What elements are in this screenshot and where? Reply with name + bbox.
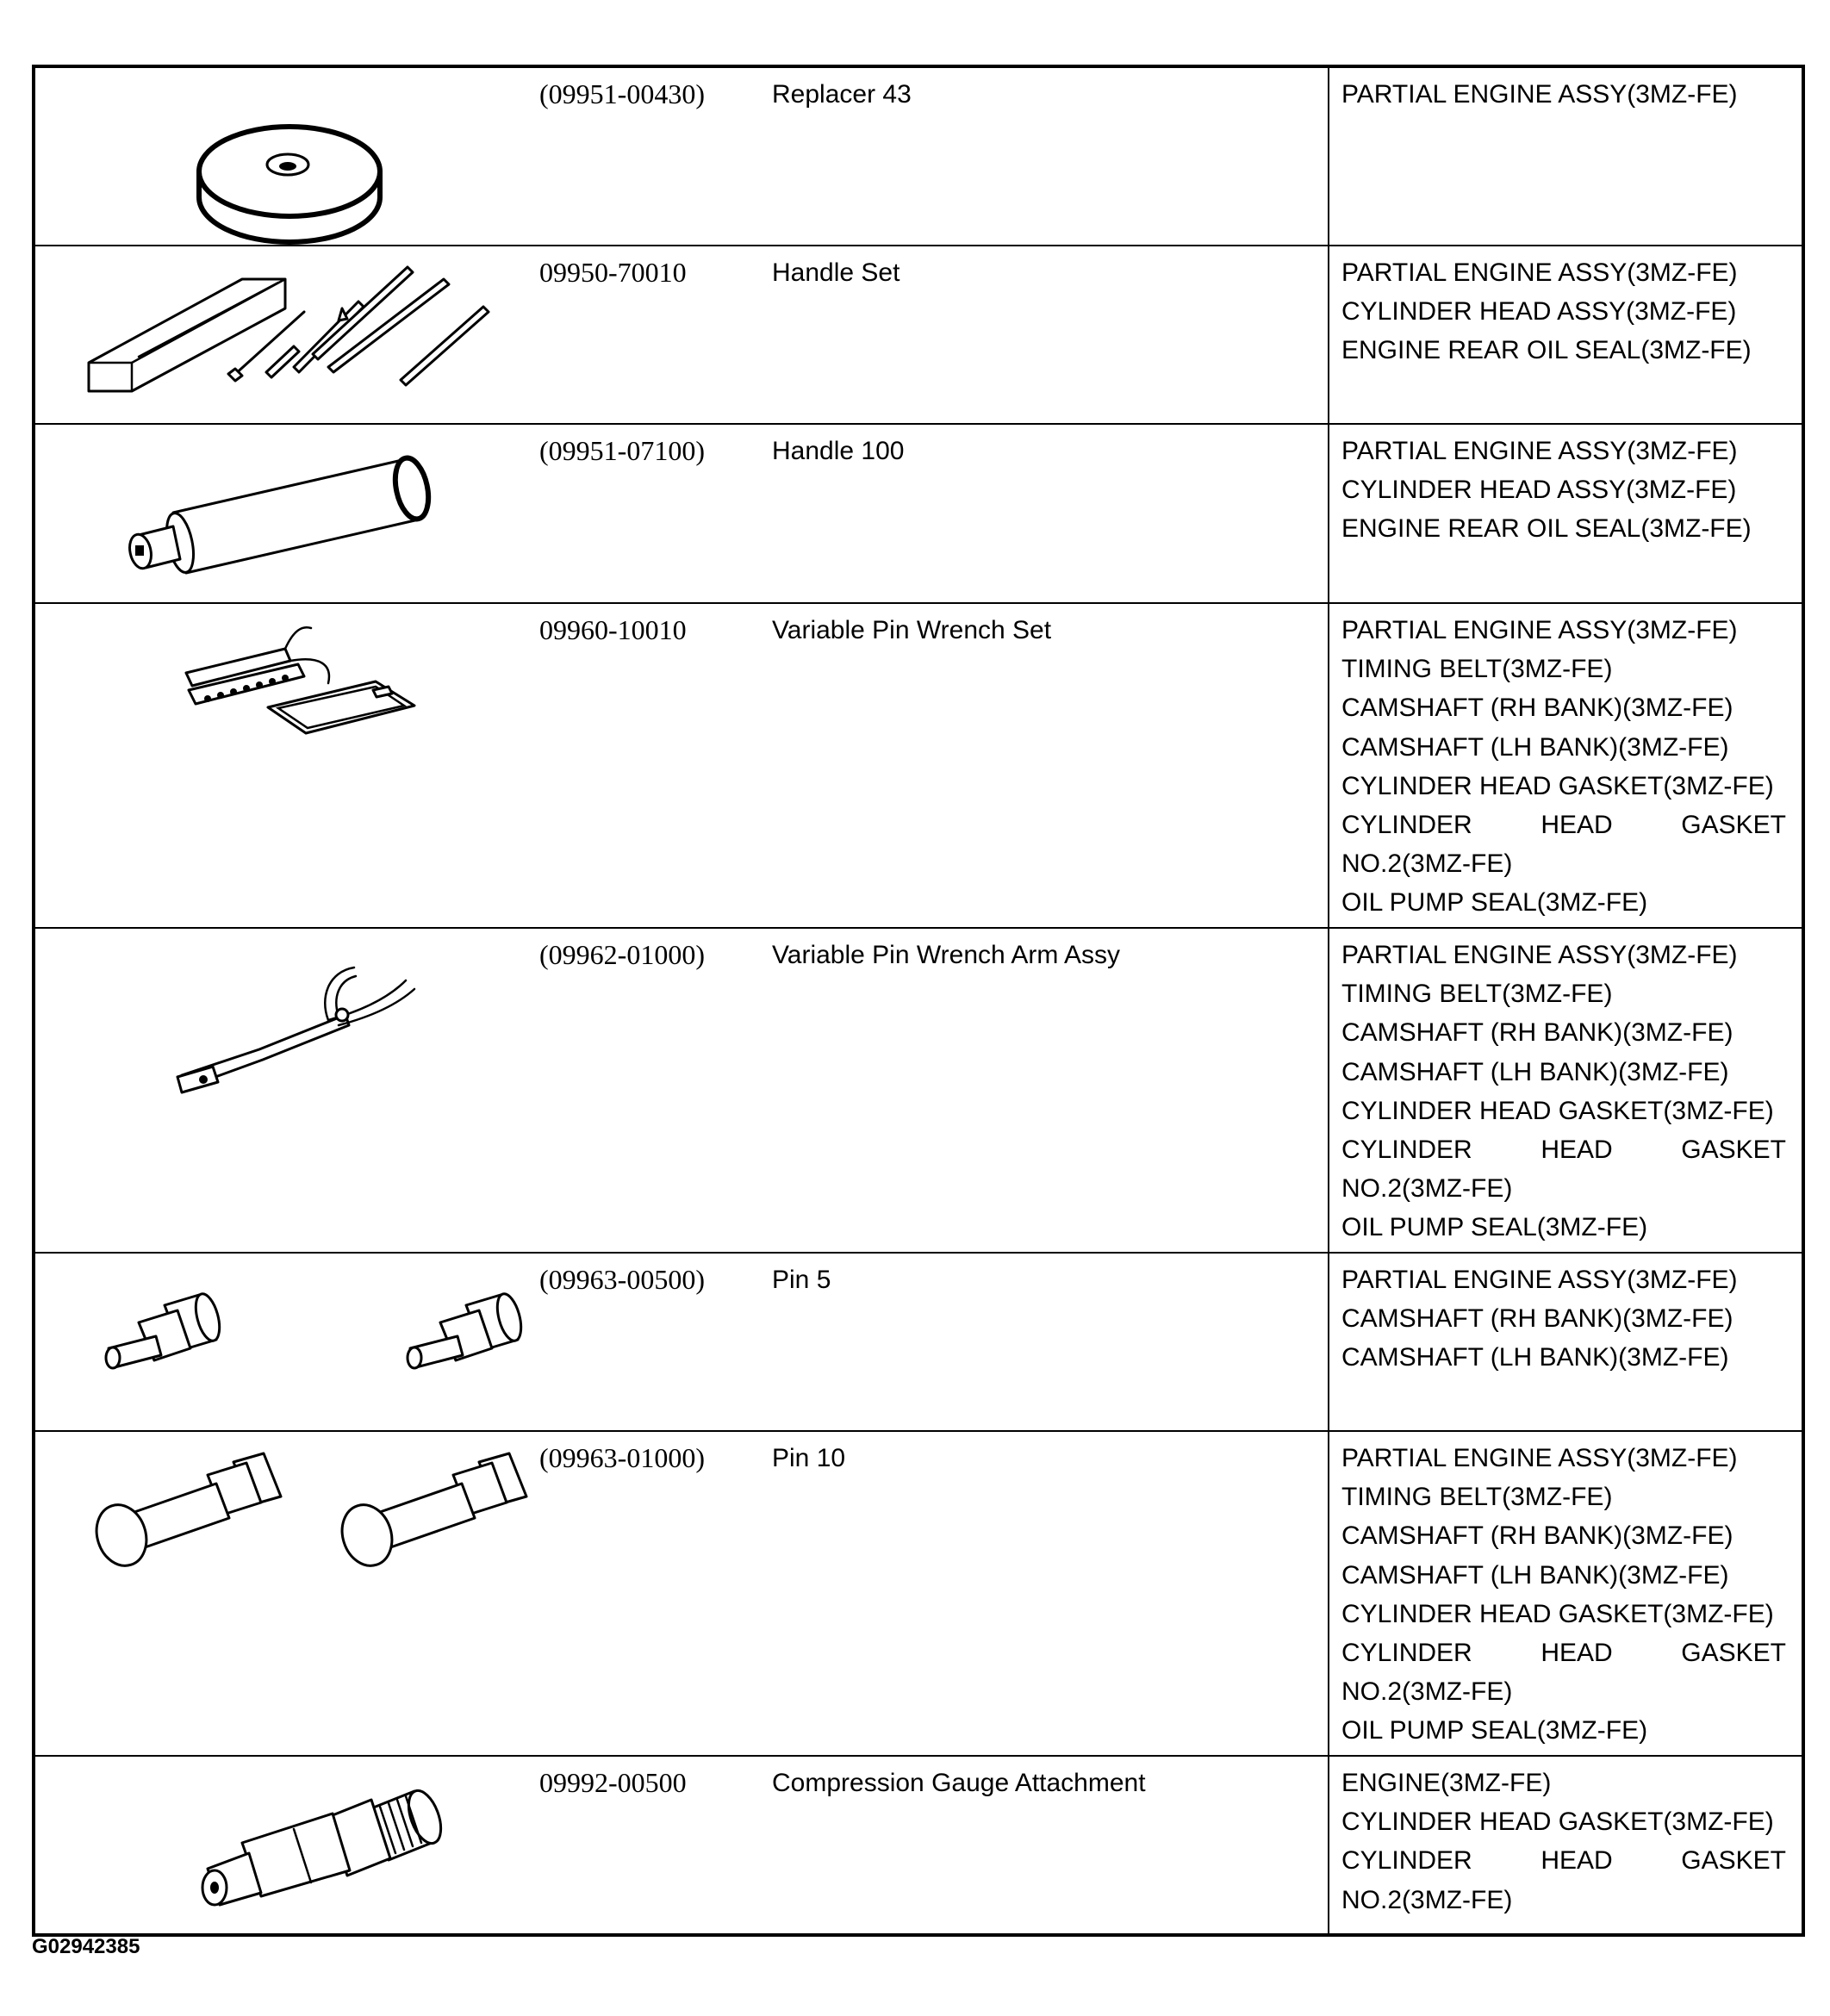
usage-list [1329, 68, 1802, 114]
usage-list [1329, 246, 1802, 370]
usage-item: ENGINE(3MZ-FE) [1341, 1769, 1552, 1797]
table-row [34, 1431, 1803, 1756]
tool-name: Pin 10 [772, 1444, 846, 1472]
special-service-tools-table [32, 65, 1805, 1937]
usage-item: CYLINDER HEAD GASKET [1341, 1639, 1786, 1668]
usage-item: CAMSHAFT (RH BANK)(3MZ-FE) [1341, 1018, 1734, 1048]
tool-illustration-cell [34, 246, 539, 424]
usage-item: PARTIAL ENGINE ASSY(3MZ-FE) [1341, 1444, 1738, 1472]
tool-name: Variable Pin Wrench Arm Assy [772, 941, 1121, 969]
part-number: (09951-00430) [539, 78, 705, 109]
pin-wrench-arm-icon [35, 929, 539, 1252]
part-number: 09992-00500 [539, 1767, 687, 1798]
usage-item: ENGINE REAR OIL SEAL(3MZ-FE) [1341, 336, 1752, 365]
figure-code: G02942385 [32, 1935, 140, 1958]
usage-item: OIL PUMP SEAL(3MZ-FE) [1341, 1213, 1648, 1242]
usage-item: CAMSHAFT (RH BANK)(3MZ-FE) [1341, 1521, 1734, 1551]
usage-item: CYLINDER HEAD GASKET(3MZ-FE) [1341, 1808, 1774, 1837]
usage-item: CYLINDER HEAD GASKET [1341, 1136, 1786, 1165]
usage-item: CYLINDER HEAD GASKET(3MZ-FE) [1341, 1599, 1774, 1628]
usage-list [1329, 425, 1802, 549]
usage-list [1329, 604, 1802, 923]
usage-item: CYLINDER HEAD GASKET(3MZ-FE) [1341, 771, 1774, 800]
usage-item: ENGINE REAR OIL SEAL(3MZ-FE) [1341, 514, 1752, 544]
usage-item: TIMING BELT(3MZ-FE) [1341, 980, 1613, 1009]
tool-name: Pin 5 [772, 1266, 831, 1294]
usage-item: NO.2(3MZ-FE) [1341, 1174, 1513, 1204]
usage-item: CAMSHAFT (LH BANK)(3MZ-FE) [1341, 732, 1729, 762]
usage-list [1329, 929, 1802, 1248]
usage-item: CYLINDER HEAD GASKET(3MZ-FE) [1341, 1096, 1774, 1125]
tool-name: Compression Gauge Attachment [772, 1769, 1146, 1797]
handle-rod-icon [35, 425, 539, 602]
tool-name: Handle 100 [772, 437, 905, 465]
part-number: (09963-00500) [539, 1264, 705, 1295]
handle-set-icon [35, 246, 539, 423]
tool-illustration-cell [34, 66, 539, 246]
table-row [34, 603, 1803, 928]
table-row [34, 246, 1803, 424]
usage-list [1329, 1757, 1802, 1920]
table-row [34, 1253, 1803, 1431]
usage-item: TIMING BELT(3MZ-FE) [1341, 655, 1613, 684]
part-number: (09963-01000) [539, 1442, 705, 1473]
usage-item: CYLINDER HEAD GASKET [1341, 811, 1786, 840]
tool-illustration-cell [34, 928, 539, 1253]
usage-item: CAMSHAFT (RH BANK)(3MZ-FE) [1341, 1304, 1734, 1334]
usage-item: PARTIAL ENGINE ASSY(3MZ-FE) [1341, 941, 1738, 969]
tool-name: Variable Pin Wrench Set [772, 616, 1052, 644]
usage-item: CAMSHAFT (LH BANK)(3MZ-FE) [1341, 1057, 1729, 1086]
long-pin-icon [35, 1432, 539, 1755]
pin-wrench-set-icon [35, 604, 539, 927]
tool-illustration-cell [34, 1253, 539, 1431]
usage-item: NO.2(3MZ-FE) [1341, 1677, 1513, 1707]
part-number: 09960-10010 [539, 614, 687, 645]
usage-item: CYLINDER HEAD ASSY(3MZ-FE) [1341, 297, 1737, 327]
tool-name: Replacer 43 [772, 80, 912, 109]
usage-item: CAMSHAFT (RH BANK)(3MZ-FE) [1341, 694, 1734, 723]
usage-item: CAMSHAFT (LH BANK)(3MZ-FE) [1341, 1560, 1729, 1590]
part-number: (09962-01000) [539, 939, 705, 970]
usage-item: TIMING BELT(3MZ-FE) [1341, 1483, 1613, 1512]
short-pin-icon [35, 1254, 539, 1430]
usage-item: OIL PUMP SEAL(3MZ-FE) [1341, 888, 1648, 918]
part-number: (09951-07100) [539, 435, 705, 466]
compression-gauge-attachment-icon [35, 1757, 539, 1933]
usage-item: CYLINDER HEAD GASKET [1341, 1846, 1786, 1876]
usage-item: PARTIAL ENGINE ASSY(3MZ-FE) [1341, 80, 1738, 109]
usage-item: NO.2(3MZ-FE) [1341, 1885, 1513, 1914]
usage-item: PARTIAL ENGINE ASSY(3MZ-FE) [1341, 1266, 1738, 1294]
usage-item: CYLINDER HEAD ASSY(3MZ-FE) [1341, 476, 1737, 505]
tool-illustration-cell [34, 1431, 539, 1756]
usage-item: NO.2(3MZ-FE) [1341, 849, 1513, 879]
table-row [34, 424, 1803, 603]
usage-item: PARTIAL ENGINE ASSY(3MZ-FE) [1341, 258, 1738, 287]
part-number: 09950-70010 [539, 257, 687, 288]
table-row [34, 66, 1803, 246]
usage-item: CAMSHAFT (LH BANK)(3MZ-FE) [1341, 1343, 1729, 1372]
tool-name: Handle Set [772, 258, 900, 287]
usage-list [1329, 1432, 1802, 1751]
usage-item: PARTIAL ENGINE ASSY(3MZ-FE) [1341, 437, 1738, 465]
tool-illustration-cell [34, 1756, 539, 1935]
table-row [34, 1756, 1803, 1935]
tool-illustration-cell [34, 424, 539, 603]
usage-item: PARTIAL ENGINE ASSY(3MZ-FE) [1341, 616, 1738, 644]
usage-item: OIL PUMP SEAL(3MZ-FE) [1341, 1716, 1648, 1745]
usage-list [1329, 1254, 1802, 1378]
tool-illustration-cell [34, 603, 539, 928]
table-row [34, 928, 1803, 1253]
replacer-disc-icon [35, 68, 539, 245]
